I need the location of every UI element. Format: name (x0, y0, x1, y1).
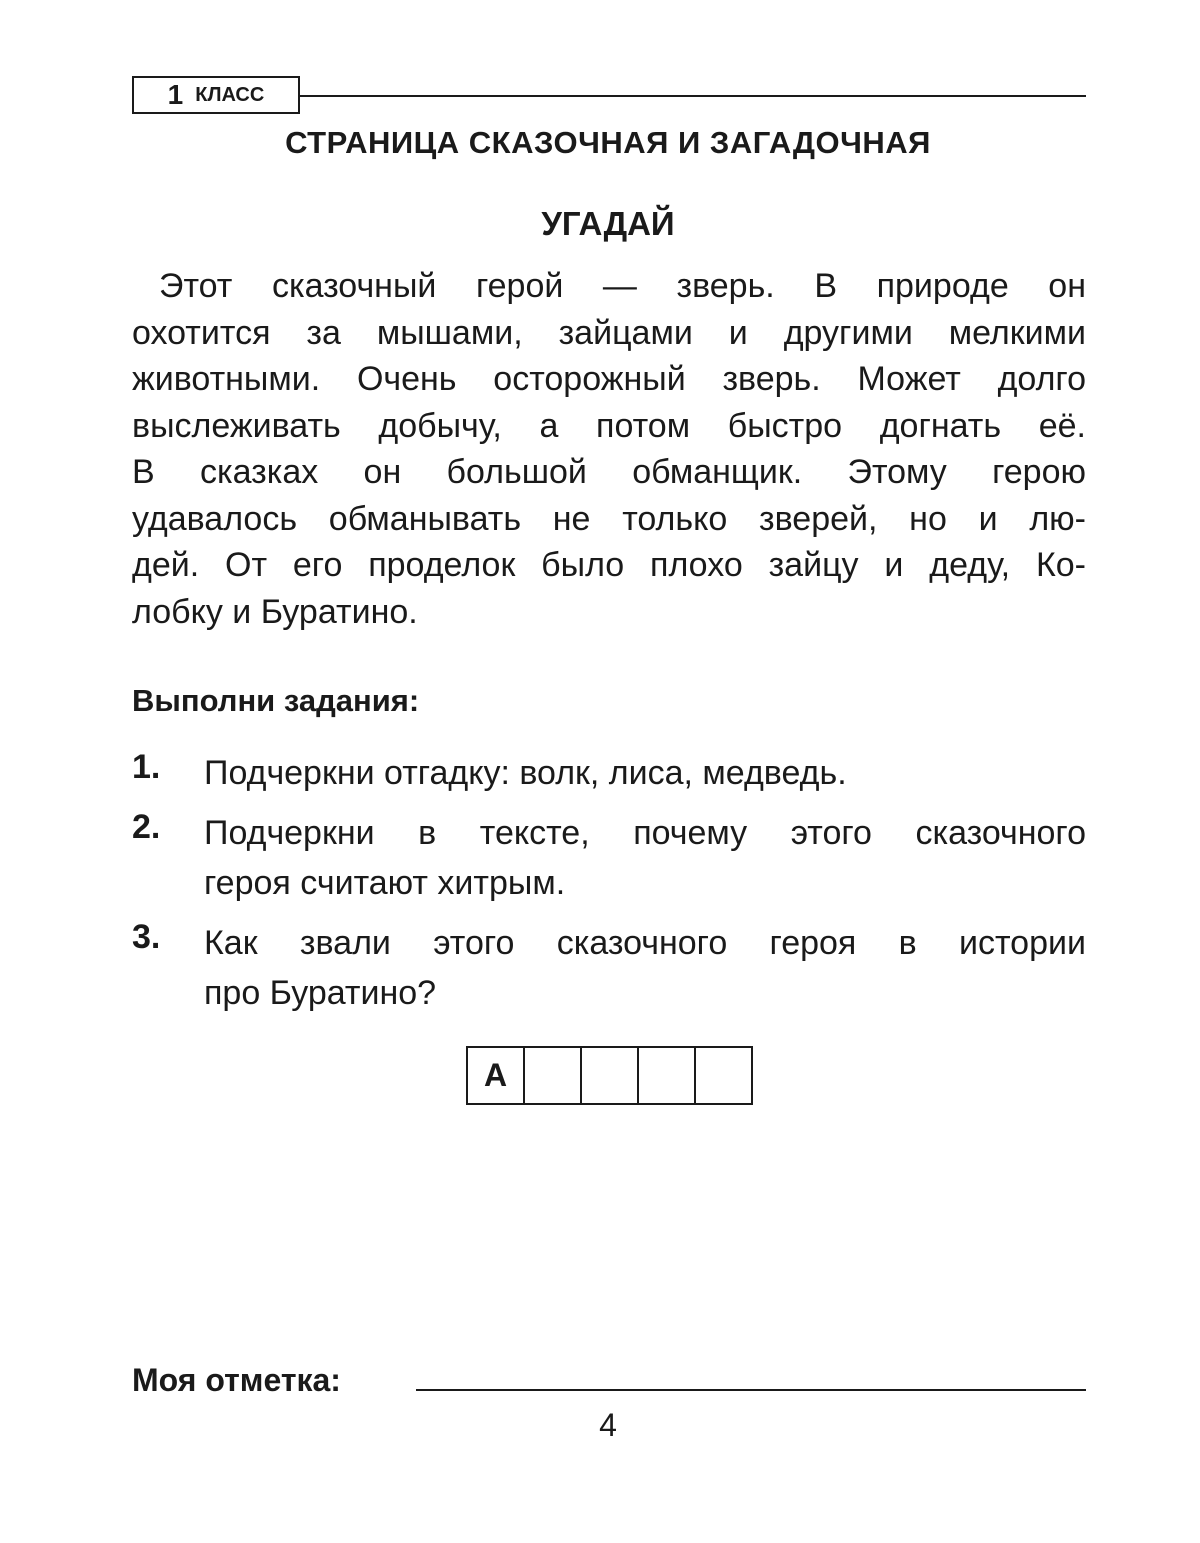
answer-grid (466, 1046, 753, 1105)
task-line: героя считают хитрым. (204, 864, 566, 902)
answer-cell[interactable] (696, 1048, 753, 1103)
answer-cell[interactable] (525, 1048, 582, 1103)
grade-mark-line[interactable] (416, 1389, 1086, 1391)
task-text (204, 918, 1086, 1018)
answer-cell[interactable]: А (468, 1048, 525, 1103)
answer-cell[interactable] (582, 1048, 639, 1103)
story-text (132, 263, 1086, 635)
story-line: выслеживать добычу, а потом быстро догнать её. (132, 406, 1086, 445)
story-line: охотится за мышами, зайцами и другими мелкими (132, 313, 1086, 352)
task-line: Как звали этого сказочного героя в истории (204, 924, 1086, 962)
task-number: 1. (132, 748, 161, 786)
tasks-heading: Выполни задания: (132, 683, 420, 718)
grade-mark (132, 1362, 1086, 1402)
task-text (204, 808, 1086, 908)
task-line: Подчеркни отгадку: волк, лиса, медведь. (204, 754, 847, 792)
grade-number: 1 (167, 79, 184, 110)
task-text (204, 748, 1086, 798)
header-divider (300, 95, 1086, 97)
grade-label: КЛАСС (195, 83, 265, 106)
task-line: Подчеркни в тексте, почему этого сказочного (204, 814, 1086, 852)
task-number: 3. (132, 918, 161, 956)
story-line: дей. От его проделок было плохо зайцу и деду, Ко- (132, 546, 1086, 584)
story-line: Этот сказочный герой — зверь. В природе он (159, 267, 1086, 305)
story-line: В сказках он большой обманщик. Этому герою (132, 453, 1086, 491)
story-line: животными. Очень осторожный зверь. Может долго (132, 360, 1086, 398)
grade-badge (132, 76, 300, 114)
task-number: 2. (132, 808, 161, 846)
answer-cell[interactable] (639, 1048, 696, 1103)
section-title: СТРАНИЦА СКАЗОЧНАЯ И ЗАГАДОЧНАЯ (285, 125, 931, 160)
grade-mark-label: Моя отметка: (132, 1362, 341, 1398)
page-number: 4 (599, 1407, 617, 1443)
task-line: про Буратино? (204, 974, 437, 1012)
page-header (132, 76, 1086, 116)
story-line: лобку и Буратино. (132, 592, 418, 631)
story-line: удавалось обманывать не только зверей, но и лю- (132, 499, 1086, 538)
story-title: УГАДАЙ (541, 205, 675, 242)
